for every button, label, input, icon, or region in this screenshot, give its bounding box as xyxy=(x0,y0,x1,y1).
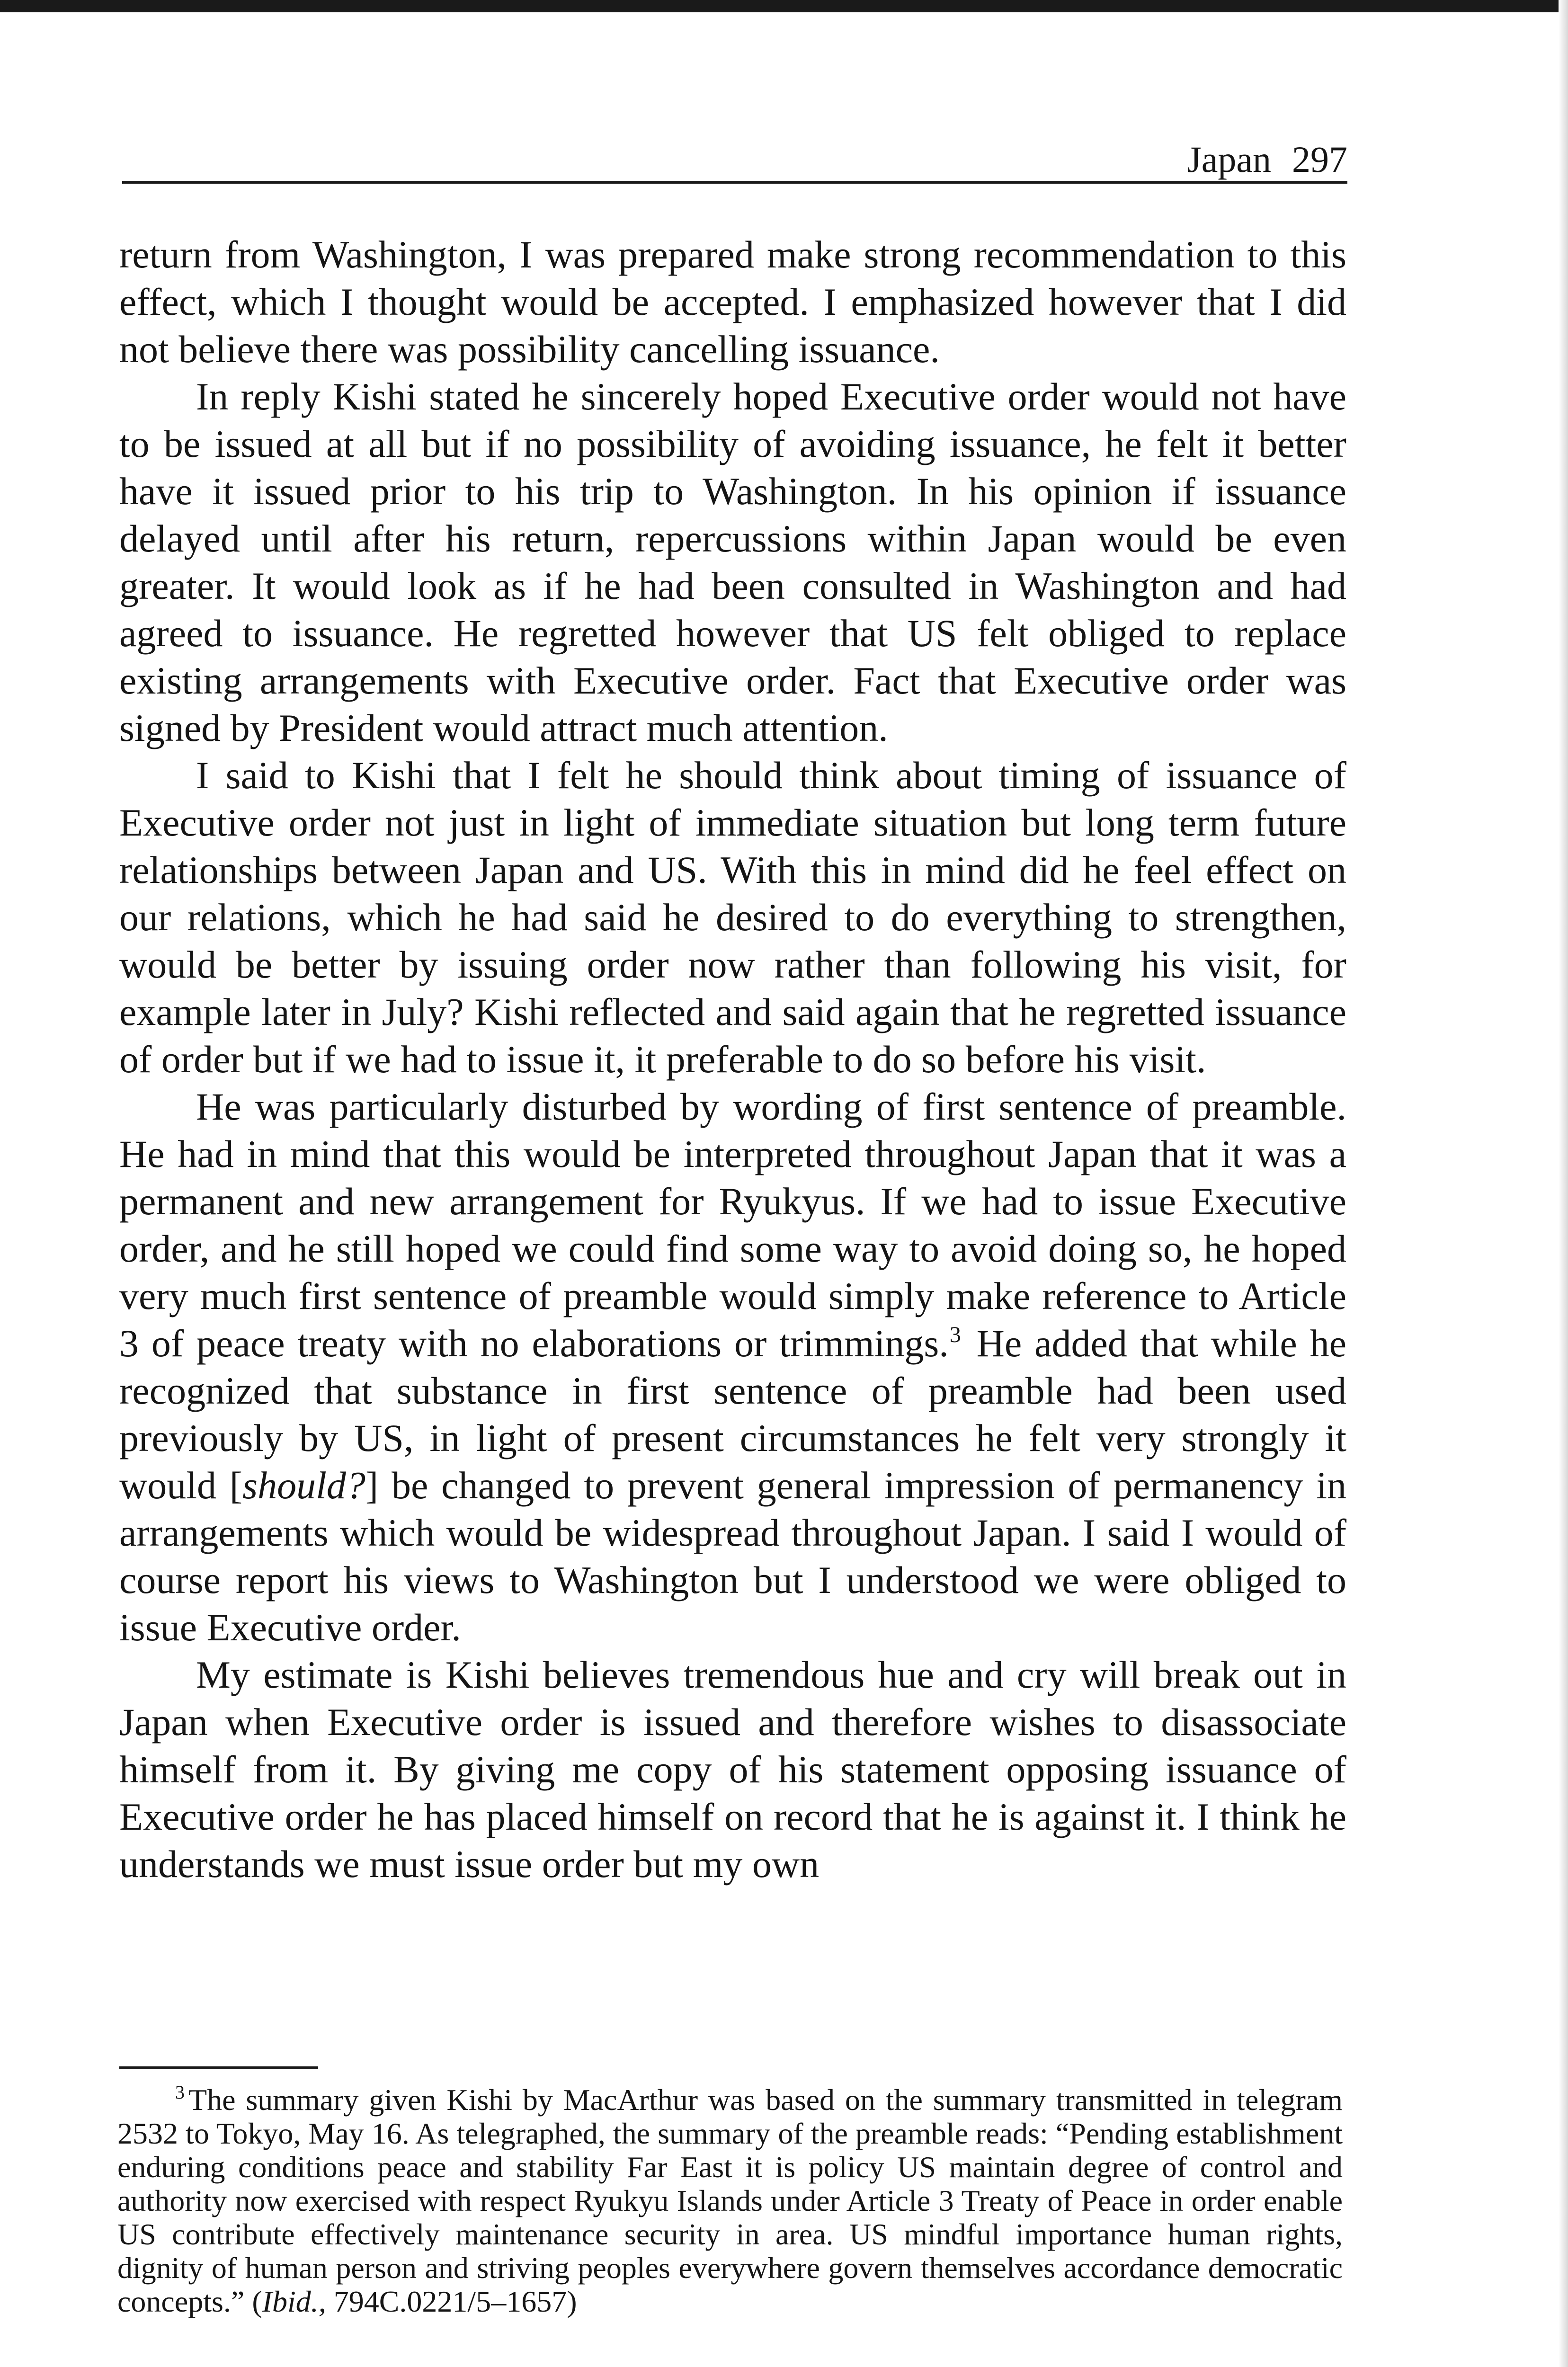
paragraph-4-part-3: ] be changed to prevent general impression of permanency in arrangements which would be widespread throughout Japan. I said I would of course report his views to Washington but I understood we were obliged to issue Executive order. xyxy=(119,1464,1346,1649)
footnote-marker: 3 xyxy=(175,2082,185,2103)
running-head xyxy=(1187,141,1347,178)
paragraph-4-italic-insert: should? xyxy=(242,1464,365,1507)
footnote-separator xyxy=(119,2066,318,2069)
page-header xyxy=(122,138,1347,184)
page-top-border xyxy=(0,0,1568,12)
footnote-reference: 3 xyxy=(949,1322,961,1347)
paragraph-4-part-2: He added that while he recognized that substance in first sentence of preamble had been used previously by US, in light of present circumstances he felt very strongly it would [ xyxy=(119,1322,1347,1507)
paragraph-4-part-1: He was particularly disturbed by wording of first sentence of preamble. He had in mind that this would be interpreted throughout Japan that it was a permanent and new arrangement for Ryukyus. If we had to issue Executive order, and he still hoped we could find some way to avoid doing so, he hoped very much first sentence of preamble would simply make reference to Article 3 of peace treaty with no elaborations or trimmings. xyxy=(119,1085,1346,1365)
body-text xyxy=(119,231,1346,1888)
running-head-title: Japan xyxy=(1187,139,1271,180)
footnote xyxy=(117,2083,1343,2318)
footnote-citation-italic: Ibid., xyxy=(262,2285,326,2318)
paragraph-5: My estimate is Kishi believes tremendous hue and cry will break out in Japan when Executive order is issued and therefore wishes to disassociate himself from it. By giving me copy of his statement opposing issuance of Executive order he has placed himself on record that he is against it. I think he understands we must issue order but my own xyxy=(119,1653,1346,1886)
page-number: 297 xyxy=(1292,139,1347,180)
paragraph-3: I said to Kishi that I felt he should think about timing of issuance of Executive order not just in light of immediate situation but long term future relationships between Japan and US. With this in mind did he feel effect on our relations, which he had said he desired to do everything to strengthen, would be better by issuing order now rather than following his visit, for example later in July? Kishi reflected and said again that he regretted issuance of order but if we had to issue it, it preferable to do so before his visit. xyxy=(119,754,1346,1081)
paragraph-4 xyxy=(119,1083,1346,1651)
footnote-text: The summary given Kishi by MacArthur was based on the summary transmitted in telegram 2532 to Tokyo, May 16. As telegraphed, the summary of the preamble reads: “Pending establishment enduring conditions peace and stability Far East it is policy US maintain degree of control and authority now exercised with respect Ryukyu Islands under Article 3 Treaty of Peace in order enable US contribute effectively maintenance security in area. US mindful importance human rights, dignity of human person and striving peoples everywhere govern themselves accordance democratic concepts.” ( xyxy=(117,2083,1343,2318)
paragraph-2: In reply Kishi stated he sincerely hoped Executive order would not have to be issued at all but if no possibility of avoiding issuance, he felt it better have it issued prior to his trip to Washington. In his opinion if issuance delayed until after his return, repercussions within Japan would be even greater. It would look as if he had been consulted in Washington and had agreed to issuance. He regretted however that US felt obliged to replace existing arrangements with Executive order. Fact that Executive order was signed by President would attract much attention. xyxy=(119,375,1346,749)
page-right-edge-shadow xyxy=(1559,0,1568,2367)
paragraph-1: return from Washington, I was prepared make strong recommendation to this effect, which I thought would be accepted. I emphasized however that I did not believe there was possibility cancelling issuance. xyxy=(119,233,1346,371)
footnote-citation: 794C.0221/5–1657) xyxy=(326,2285,577,2318)
